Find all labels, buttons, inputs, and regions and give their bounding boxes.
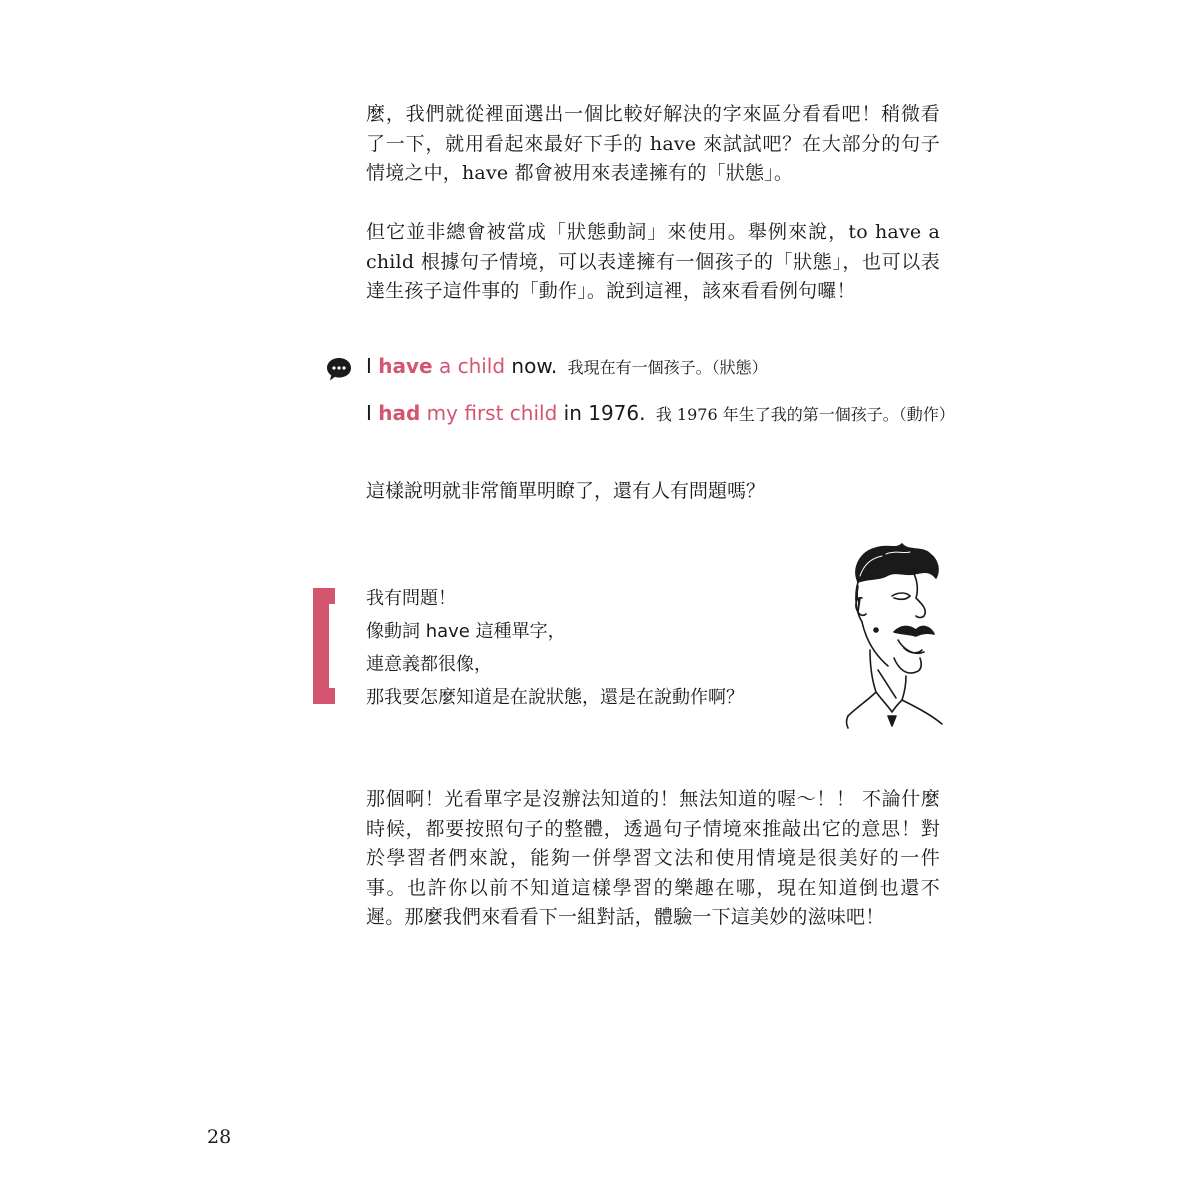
quote-line-2: 像動詞 have 這種單字， (366, 621, 566, 642)
page-number: 28 (207, 1126, 232, 1148)
explanation-paragraph: 但它並非總會被當成「狀態動詞」來使用。舉例來說，to have a child 根據句子情境，可以表達擁有一個孩子的「狀態」，也可以表達生孩子這件事的「動作」。說到這裡，該來看看例句囉！ (366, 221, 940, 302)
cartoon-man-illustration (838, 540, 948, 736)
example-1-translation: 我現在有一個孩子。（狀態） (567, 358, 768, 377)
question-line: 這樣說明就非常簡單明瞭了，還有人有問題嗎？ (366, 480, 766, 502)
intro-paragraph: 麼，我們就從裡面選出一個比較好解決的字來區分看看吧！稍微看了一下，就用看起來最好下手的 have 來試試吧？在大部分的句子情境之中，have 都會被用來表達擁有的「狀態」。 (366, 103, 940, 184)
example-2-prefix: I (366, 401, 379, 425)
example-2-translation: 我 1976 年生了我的第一個孩子。（動作） (655, 405, 955, 424)
example-1-object: a child (432, 354, 506, 378)
closing-paragraph: 那個啊！光看單字是沒辦法知道的！無法知道的喔～！！ 不論什麼時候，都要按照句子的整體，透過句子情境來推敲出它的意思！對於學習者們來說，能夠一併學習文法和使用情境是很美好的一件事。也許你以前不知道這樣學習的樂趣在哪，現在知道倒也還不遲。那麼我們來看看下一組對話，體驗一下這美妙的滋味吧！ (366, 788, 940, 928)
example-sentence-1 (366, 354, 768, 378)
speech-bubble-icon (326, 356, 352, 382)
example-1-verb: have (378, 354, 433, 378)
quote-line-1: 我有問題！ (366, 588, 456, 609)
quote-block (366, 582, 744, 714)
quote-line-3: 連意義都很像， (366, 654, 492, 675)
example-2-verb: had (378, 401, 421, 425)
quote-bracket (313, 588, 335, 704)
example-2-suffix: in 1976. (557, 401, 646, 425)
example-1-suffix: now. (505, 354, 558, 378)
example-sentence-2 (366, 401, 955, 425)
quote-line-4: 那我要怎麼知道是在說狀態，還是在說動作啊？ (366, 687, 744, 708)
example-2-object: my first child (420, 401, 558, 425)
example-1-prefix: I (366, 354, 379, 378)
